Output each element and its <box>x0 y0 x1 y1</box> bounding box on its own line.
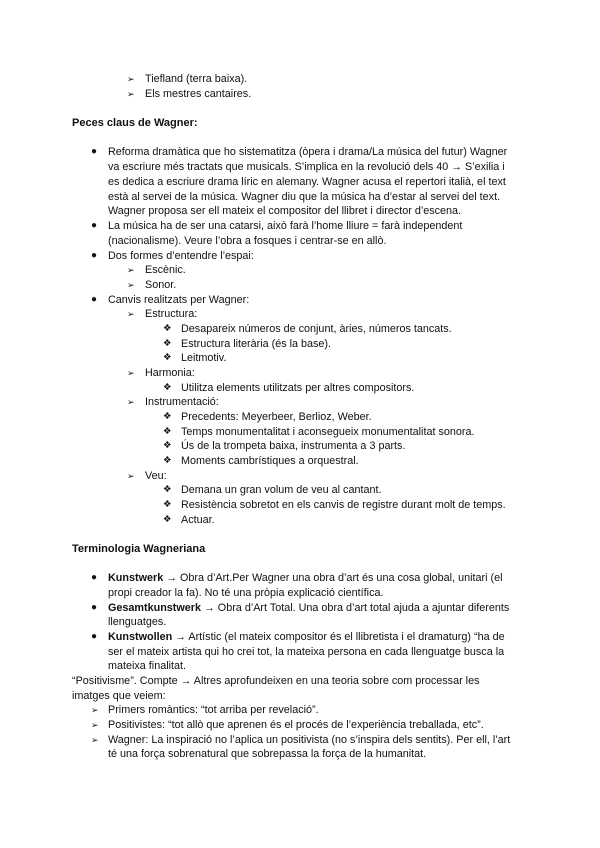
diamond-bullet-icon: ❖ <box>163 323 172 334</box>
diamond-bullet-icon: ❖ <box>163 338 172 349</box>
list-item: Utilitza elements utilitzats per altres compositors. <box>181 382 415 394</box>
paragraph-line: “Positivisme”. Compte → Altres aprofundeixen en una teoria sobre com processar les <box>72 675 480 687</box>
paragraph-line: (nacionalisme). Veure l’obra a fosques i centrar-se en allò. <box>108 235 387 247</box>
list-item: Moments cambrístiques a orquestral. <box>181 455 359 467</box>
list-item: Els mestres cantaires. <box>145 88 252 100</box>
section-heading: Peces claus de Wagner: <box>72 117 198 129</box>
list-item: Tiefland (terra baixa). <box>145 73 248 85</box>
section-heading: Terminologia Wagneriana <box>72 543 206 555</box>
list-item: Harmonia: <box>145 367 195 379</box>
paragraph-line: Wagner proposa ser ell mateix el compositor del llibret i director d’escena. <box>108 205 462 217</box>
paragraph-line: propi creador la fa). No té una pròpia explicació científica. <box>108 587 384 599</box>
bullet-icon: ● <box>91 146 98 157</box>
list-item: Positivistes: “tot allò que aprenen és el procés de l’experiència treballada, etc”. <box>108 719 484 731</box>
paragraph-line: mateixa finalitat. <box>108 660 187 672</box>
list-item: Canvis realitzats per Wagner: <box>108 294 250 306</box>
term-definition: → Artístic (el mateix compositor és el llibretista i el dramaturg) “ha de <box>172 631 505 643</box>
arrow-bullet-icon: ➢ <box>127 265 135 275</box>
paragraph-line: es dedica a escriure drama líric en alemany. Wagner acusa el repertori italià, el text <box>108 176 506 188</box>
arrow-bullet-icon: ➢ <box>127 74 135 84</box>
list-item: Estructura literària (és la base). <box>181 338 332 350</box>
arrow-bullet-icon: ➢ <box>91 720 99 730</box>
diamond-bullet-icon: ❖ <box>163 411 172 422</box>
paragraph-line: està al servei de la música. Wagner diu que la música ha d’estar al servei del text. <box>108 191 501 203</box>
bullet-icon: ● <box>91 572 98 583</box>
paragraph-line: imatges que veiem: <box>72 690 166 702</box>
list-item: Demana un gran volum de veu al cantant. <box>181 484 382 496</box>
list-item: Precedents: Meyerbeer, Berlioz, Weber. <box>181 411 372 423</box>
term-kunstwollen: Kunstwollen <box>108 631 173 643</box>
term-line <box>108 571 502 586</box>
term-kunstwerk: Kunstwerk <box>108 572 164 584</box>
term-gesamtkunstwerk: Gesamtkunstwerk <box>108 602 202 614</box>
bullet-icon: ● <box>91 602 98 613</box>
bullet-icon: ● <box>91 220 98 231</box>
bullet-icon: ● <box>91 631 98 642</box>
term-line <box>108 630 505 645</box>
paragraph-line: va escriure més tractats que musicals. S’implica en la revolució dels 40 → S’exilia i <box>108 161 505 173</box>
bullet-icon: ● <box>91 250 98 261</box>
list-item: Dos formes d’entendre l’espai: <box>108 250 254 262</box>
diamond-bullet-icon: ❖ <box>163 426 172 437</box>
arrow-bullet-icon: ➢ <box>91 735 99 745</box>
diamond-bullet-icon: ❖ <box>163 382 172 393</box>
term-definition: → Obra d’Art Total. Una obra d’art total ajuda a ajuntar diferents <box>201 602 510 614</box>
arrow-bullet-icon: ➢ <box>127 280 135 290</box>
paragraph-line: La música ha de ser una catarsi, això farà l’home lliure = farà independent <box>108 220 463 232</box>
list-item: Desapareix números de conjunt, àries, números tancats. <box>181 323 452 335</box>
list-item: Temps monumentalitat i aconsegueix monumentalitat sonora. <box>181 426 475 438</box>
list-item: Primers romàntics: “tot arriba per revelació”. <box>108 704 319 716</box>
list-item: Instrumentació: <box>145 396 219 408</box>
arrow-bullet-icon: ➢ <box>91 705 99 715</box>
list-item: Estructura: <box>145 308 198 320</box>
diamond-bullet-icon: ❖ <box>163 440 172 451</box>
list-item: Leitmotiv. <box>181 352 227 364</box>
diamond-bullet-icon: ❖ <box>163 484 172 495</box>
diamond-bullet-icon: ❖ <box>163 499 172 510</box>
arrow-bullet-icon: ➢ <box>127 89 135 99</box>
arrow-bullet-icon: ➢ <box>127 471 135 481</box>
term-line <box>108 601 509 616</box>
arrow-bullet-icon: ➢ <box>127 368 135 378</box>
paragraph-line: ser el mateix artista qui ho crei tot, la mateixa persona en cada llenguatge busca la <box>108 646 505 658</box>
list-item: Ús de la trompeta baixa, instrumenta a 3 parts. <box>181 440 406 452</box>
list-item: Escènic. <box>145 264 186 276</box>
term-definition: → Obra d’Art.Per Wagner una obra d’art és una cosa global, unitari (el <box>163 572 503 584</box>
list-item: Veu: <box>145 470 167 482</box>
diamond-bullet-icon: ❖ <box>163 352 172 363</box>
diamond-bullet-icon: ❖ <box>163 514 172 525</box>
paragraph-line: té una força sobrenatural que sobrepassa la força de la humanitat. <box>108 748 427 760</box>
diamond-bullet-icon: ❖ <box>163 455 172 466</box>
list-item: Sonor. <box>145 279 177 291</box>
list-item: Actuar. <box>181 514 215 526</box>
arrow-bullet-icon: ➢ <box>127 309 135 319</box>
arrow-bullet-icon: ➢ <box>127 397 135 407</box>
list-item: Resistència sobretot en els canvis de registre durant molt de temps. <box>181 499 506 511</box>
paragraph-line: Reforma dramàtica que ho sistematitza (òpera i drama/La música del futur) Wagner <box>108 146 508 158</box>
bullet-icon: ● <box>91 294 98 305</box>
paragraph-line: llenguatges. <box>108 616 167 628</box>
list-item: Wagner: La inspiració no l’aplica un positivista (no s’inspira dels sentits). Per ell, l’art <box>108 734 511 746</box>
